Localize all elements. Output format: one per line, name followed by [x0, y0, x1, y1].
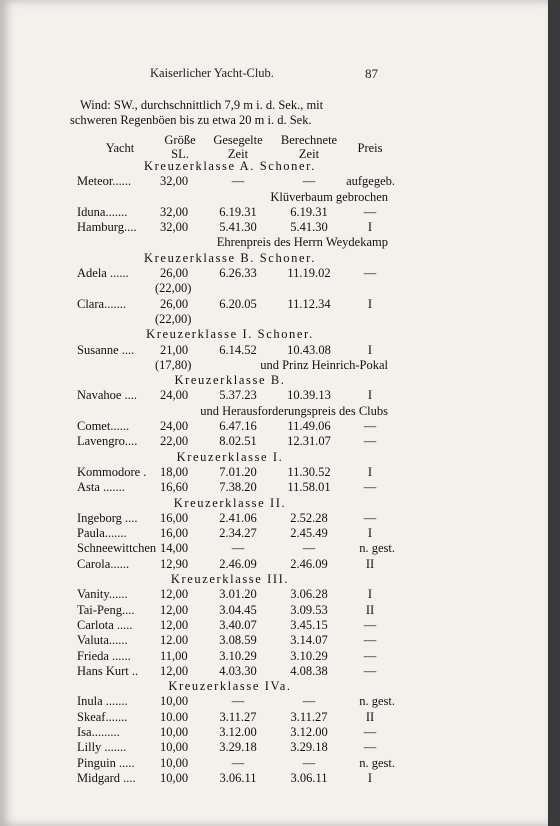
running-head [0, 66, 548, 82]
table-row [0, 205, 548, 220]
table-row [0, 465, 548, 480]
table-row [0, 587, 548, 602]
yacht-size: 11,00 [160, 648, 188, 663]
sailed-time: 6.20.05 [219, 296, 257, 311]
table-row [0, 220, 548, 235]
prize: I [367, 342, 373, 357]
col-sailed-line2: Zeit [227, 147, 249, 161]
yacht-name: Vanity...... [77, 587, 128, 602]
calculated-time: 3.11.27 [290, 709, 328, 724]
table-row [0, 664, 548, 679]
row-alt-size-note [0, 358, 548, 373]
calculated-time: — [302, 694, 316, 709]
table-row [0, 649, 548, 664]
calculated-time: 10.39.13 [287, 388, 331, 403]
table-row [0, 541, 548, 556]
yacht-name: Lilly ....... [77, 740, 127, 755]
table-row [0, 725, 548, 740]
calculated-time: 11.30.52 [287, 464, 331, 479]
calculated-time: — [302, 174, 316, 189]
sailed-time: — [231, 541, 245, 556]
class-header [0, 679, 548, 694]
calculated-time: 11.12.34 [287, 296, 331, 311]
prize: II [365, 556, 375, 571]
sailed-time: 2.46.09 [219, 556, 257, 571]
sailed-time: 5.37.23 [219, 388, 257, 403]
prize: I [367, 464, 373, 479]
sailed-time: 3.10.29 [219, 648, 257, 663]
sailed-time: 3.08.59 [219, 633, 257, 648]
yacht-size: 22,00 [160, 434, 189, 449]
yacht-name: Comet...... [77, 419, 130, 434]
calculated-time: — [302, 541, 316, 556]
yacht-size: 26,00 [160, 296, 189, 311]
prize: II [365, 602, 375, 617]
class-header-text: Kreuzerklasse IVa. [168, 679, 292, 694]
calculated-time: — [302, 755, 316, 770]
calculated-time: 3.10.29 [290, 648, 328, 663]
yacht-name: Paula....... [77, 526, 127, 541]
calculated-time: 3.12.00 [290, 724, 328, 739]
yacht-name: Meteor...... [77, 174, 132, 189]
prize: n. gest. [359, 694, 395, 709]
prize: I [367, 770, 373, 785]
table-row [0, 434, 548, 449]
wind-line-2: schweren Regenböen bis zu etwa 20 m i. d. Sek. [70, 113, 312, 127]
class-header-text: Kreuzerklasse B. [174, 373, 286, 388]
class-header [0, 159, 548, 174]
prize: — [363, 617, 377, 632]
col-size-line1: Größe [164, 133, 196, 147]
prize: n. gest. [359, 755, 395, 770]
calculated-time: 6.19.31 [290, 204, 328, 219]
yacht-name: Valuta...... [77, 633, 128, 648]
prize: — [363, 648, 377, 663]
yacht-name: Susanne .... [77, 342, 135, 357]
yacht-size: 14,00 [160, 541, 189, 556]
prize: — [363, 204, 377, 219]
sailed-time: 3.11.27 [219, 709, 257, 724]
page-edge [548, 0, 560, 826]
sailed-time: — [231, 174, 245, 189]
yacht-size: 12.00 [160, 633, 189, 648]
yacht-size: 21,00 [160, 342, 189, 357]
calculated-time: 12.31.07 [287, 434, 331, 449]
yacht-name: Frieda ...... [77, 648, 131, 663]
prize: I [367, 526, 373, 541]
row-alt-size [0, 312, 548, 327]
calculated-time: 3.09.53 [290, 602, 328, 617]
note-text: und Prinz Heinrich-Pokal [260, 357, 388, 372]
yacht-name: Clara....... [77, 296, 126, 311]
yacht-size: 16,00 [160, 510, 189, 525]
sailed-time: 7.38.20 [219, 480, 257, 495]
row-note [0, 235, 548, 250]
table-row [0, 480, 548, 495]
yacht-name: Carlota ..... [77, 617, 133, 632]
table-row [0, 297, 548, 312]
calculated-time: 3.45.15 [290, 617, 328, 632]
sailed-time: 3.01.20 [219, 587, 257, 602]
yacht-size: 32,00 [160, 220, 189, 235]
alt-size: (22,00) [155, 281, 192, 296]
table-row [0, 633, 548, 648]
table-row [0, 694, 548, 709]
running-head-title: Kaiserlicher Yacht-Club. [150, 66, 274, 80]
yacht-name: Schneewittchen [77, 541, 157, 556]
yacht-name: Iduna....... [77, 204, 128, 219]
yacht-size: 12,90 [160, 556, 189, 571]
class-header [0, 450, 548, 465]
prize: I [367, 388, 373, 403]
prize: — [363, 663, 377, 678]
col-size-line2: SL. [171, 147, 189, 161]
sailed-time: 6.19.31 [219, 204, 257, 219]
yacht-size: 10,00 [160, 770, 189, 785]
class-header-text: Kreuzerklasse A. Schoner. [144, 159, 316, 173]
col-sailed-line1: Gesegelte [213, 133, 263, 147]
class-header [0, 496, 548, 511]
prize: — [363, 419, 377, 434]
note-text: und Herausforderungspreis des Clubs [200, 403, 388, 418]
prize: I [367, 296, 373, 311]
calculated-time: 11.19.02 [287, 266, 331, 281]
sailed-time: 2.34.27 [219, 526, 257, 541]
yacht-name: Pinguin ..... [77, 755, 135, 770]
calculated-time: 4.08.38 [290, 663, 328, 678]
calculated-time: 3.29.18 [290, 740, 328, 755]
yacht-name: Adela ...... [77, 266, 129, 281]
col-calculated-time [274, 133, 344, 161]
yacht-name: Isa......... [77, 724, 120, 739]
table-row [0, 756, 548, 771]
yacht-name: Carola...... [77, 556, 130, 571]
wind-conditions [70, 98, 388, 128]
sailed-time: 3.40.07 [219, 617, 257, 632]
calculated-time: 2.52.28 [290, 510, 328, 525]
yacht-size: 10,00 [160, 724, 189, 739]
yacht-size: 10,00 [160, 740, 189, 755]
yacht-size: 24,00 [160, 419, 189, 434]
class-header-text: Kreuzerklasse I. [176, 449, 284, 464]
yacht-size: 10,00 [160, 694, 189, 709]
col-calc-line2: Zeit [298, 147, 320, 161]
yacht-name: Hamburg.... [77, 220, 137, 235]
table-row [0, 557, 548, 572]
yacht-size: 12,00 [160, 602, 189, 617]
yacht-size: 12,00 [160, 617, 189, 632]
sailed-time: 3.04.45 [219, 602, 257, 617]
prize: — [363, 266, 377, 281]
prize: — [363, 724, 377, 739]
sailed-time: 3.12.00 [219, 724, 257, 739]
prize: — [363, 510, 377, 525]
yacht-name: Tai-Peng.... [77, 602, 135, 617]
yacht-size: 10.00 [160, 709, 189, 724]
sailed-time: 7.01.20 [219, 464, 257, 479]
prize: I [367, 220, 373, 235]
class-header [0, 251, 548, 266]
table-row [0, 174, 548, 189]
yacht-size: 16,00 [160, 526, 189, 541]
sailed-time: 8.02.51 [219, 434, 257, 449]
sailed-time: 4.03.30 [219, 663, 257, 678]
prize: I [367, 587, 373, 602]
sailed-time: 3.06.11 [219, 770, 257, 785]
table-row [0, 511, 548, 526]
row-note [0, 404, 548, 419]
calculated-time: 2.46.09 [290, 556, 328, 571]
yacht-name: Inula ....... [77, 694, 128, 709]
prize: — [363, 633, 377, 648]
yacht-size: 26,00 [160, 266, 189, 281]
prize: aufgegeb. [346, 174, 395, 189]
table-row [0, 603, 548, 618]
class-header [0, 373, 548, 388]
sailed-time: 6.26.33 [219, 266, 257, 281]
page-number: 87 [365, 66, 378, 81]
table-row [0, 710, 548, 725]
prize: — [363, 740, 377, 755]
yacht-size: 10,00 [160, 755, 189, 770]
col-sailed-time [208, 133, 268, 161]
sailed-time: 2.41.06 [219, 510, 257, 525]
yacht-size: 12,00 [160, 663, 189, 678]
prize: — [363, 434, 377, 449]
class-header [0, 327, 548, 342]
class-header-text: Kreuzerklasse B. Schoner. [144, 250, 316, 265]
prize: — [363, 480, 377, 495]
calculated-time: 11.49.06 [287, 419, 331, 434]
yacht-name: Ingeborg .... [77, 510, 138, 525]
class-header-text: Kreuzerklasse III. [170, 572, 290, 587]
class-header [0, 572, 548, 587]
sailed-time: 5.41.30 [219, 220, 257, 235]
table-row [0, 618, 548, 633]
table-row [0, 526, 548, 541]
yacht-name: Kommodore . [77, 464, 147, 479]
sailed-time: 6.14.52 [219, 342, 257, 357]
sailed-time: — [231, 755, 245, 770]
col-yacht: Yacht [105, 141, 135, 155]
table-row [0, 388, 548, 403]
calculated-time: 10.43.08 [287, 342, 331, 357]
col-calc-line1: Berechnete [280, 133, 338, 147]
yacht-size: 16,60 [160, 480, 189, 495]
sailed-time: 6.47.16 [219, 419, 257, 434]
row-alt-size [0, 281, 548, 296]
calculated-time: 3.06.28 [290, 587, 328, 602]
class-header-text: Kreuzerklasse I. Schoner. [146, 327, 314, 342]
note-text: Klüverbaum gebrochen [270, 189, 388, 204]
table-row [0, 740, 548, 755]
yacht-name: Hans Kurt .. [77, 663, 139, 678]
results-table [0, 159, 548, 786]
calculated-time: 11.58.01 [287, 480, 331, 495]
yacht-size: 24,00 [160, 388, 189, 403]
yacht-name: Lavengro.... [77, 434, 138, 449]
col-prize: Preis [357, 141, 383, 155]
alt-size: (17,80) [155, 357, 192, 372]
yacht-size: 32,00 [160, 174, 189, 189]
yacht-name: Navahoe .... [77, 388, 138, 403]
alt-size: (22,00) [155, 311, 192, 326]
calculated-time: 2.45.49 [290, 526, 328, 541]
prize: n. gest. [359, 541, 395, 556]
yacht-size: 18,00 [160, 464, 189, 479]
calculated-time: 5.41.30 [290, 220, 328, 235]
yacht-size: 32,00 [160, 204, 189, 219]
calculated-time: 3.14.07 [290, 633, 328, 648]
table-row [0, 419, 548, 434]
table-row [0, 266, 548, 281]
yacht-name: Asta ....... [77, 480, 125, 495]
table-row [0, 343, 548, 358]
sailed-time: 3.29.18 [219, 740, 257, 755]
row-note [0, 190, 548, 205]
yacht-size: 12,00 [160, 587, 189, 602]
class-header-text: Kreuzerklasse II. [173, 495, 287, 510]
col-size [155, 133, 205, 161]
table-row [0, 771, 548, 786]
yacht-name: Midgard .... [77, 770, 136, 785]
wind-line-1: Wind: SW., durchschnittlich 7,9 m i. d. Sek., mit [80, 98, 324, 112]
note-text: Ehrenpreis des Herrn Weydekamp [216, 235, 388, 250]
sailed-time: — [231, 694, 245, 709]
yacht-name: Skeaf....... [77, 709, 128, 724]
calculated-time: 3.06.11 [290, 770, 328, 785]
prize: II [365, 709, 375, 724]
